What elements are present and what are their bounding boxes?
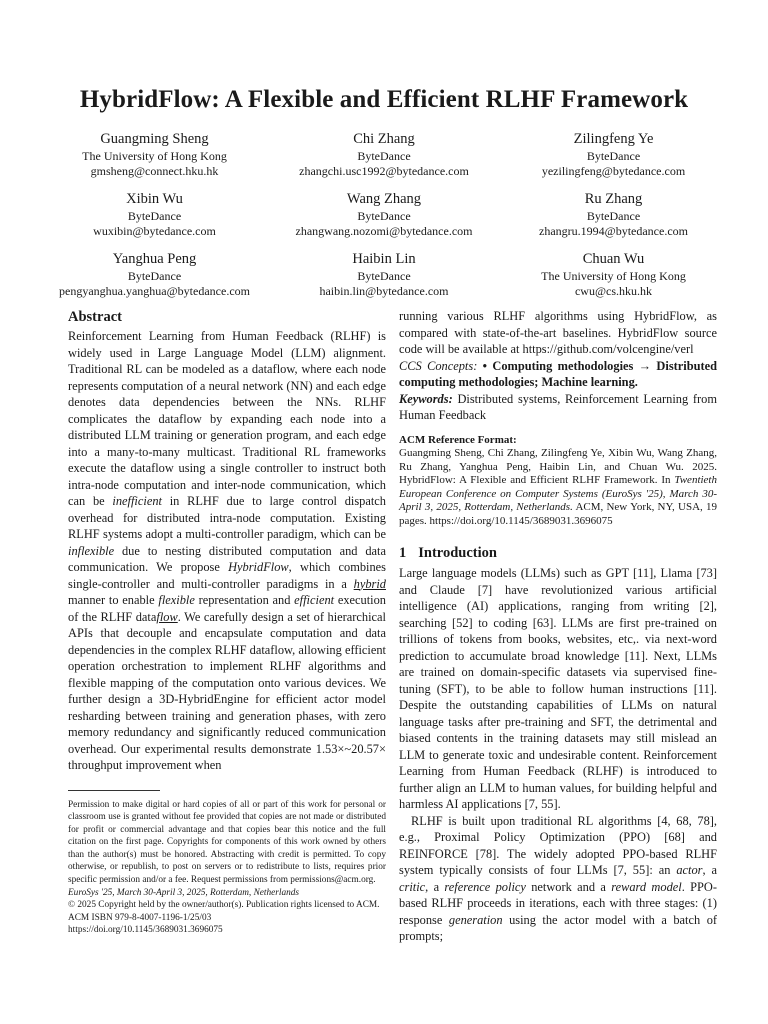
left-column [68, 308, 386, 937]
abstract-text: Reinforcement Learning from Human Feedback (RLHF) is widely used in Large Language Model (LLM) alignment. Traditional RL can be modeled as a dataflow, where each node represents computation of a neural network (NN) and each edge denotes data dependencies between the NNs. RLHF complicates the dataflow by expanding each node into a distributed LLM training or generation program, and each edge into a many-to-many multicast. Traditional RL frameworks execute the dataflow using a single controller to instruct both intra-node computation and inter-node communication, which can be inefficient in RLHF due to large control dispatch overhead for distributed intra-node computation. Existing RLHF systems adopt a multi-controller paradigm, which can be inflexible due to nesting distributed computation and data communication. We propose HybridFlow, which combines single-controller and multi-controller paradigms in a hybrid manner to enable flexible representation and efficient execution of the RLHF dataflow. We carefully design a set of hierarchical APIs that decouple and encapsulate computation and data dependencies in the complex RLHF dataflow, allowing efficient operation orchestration to implement RLHF algorithms and flexible mapping of the computation onto various devices. We further design a 3D-HybridEngine for efficient actor model resharding between training and generation phases, with zero memory redundancy and significantly reduced communication overhead. Our experimental results demonstrate 1.53×~20.57× throughput improvement when [68, 329, 387, 772]
author-email[interactable]: zhangru.1994@bytedance.com [539, 224, 688, 238]
author [270, 130, 499, 190]
paper-title: HybridFlow: A Flexible and Efficient RLHF Framework [79, 86, 689, 113]
author-email[interactable]: gmsheng@connect.hku.hk [90, 164, 219, 178]
author-name: Ru Zhang [584, 191, 643, 207]
intro-paragraph: Large language models (LLMs) such as GPT [11], Llama [73] and Claude [7] have revolutionized various artificial intelligence (AI) applications, ranging from writing [2], searching [52] to coding [63]. LLMs are first pre-trained on trillions of tokens from books, websites, etc,. via next-word prediction to accumulate broad knowledge [11]. Next, LLMs are trained on domain-specific datasets via supervised fine-tuning (SFT), to be able to follow human instructions [11]. Despite the outstanding capabilities of LLMs on natural language tasks after pre-training and SFT, the detrimental and biased contents in the training datasets may still mislead an LLM to generate toxic and undesirable content. Reinforcement Learning from Human Feedback (RLHF) is introduced to further align an LLM to human values, for building helpful and harmless AI applications [7, 55]. [399, 566, 717, 812]
author-name: Haibin Lin [352, 251, 416, 267]
introduction-heading: 1 Introduction [399, 544, 497, 561]
author [40, 250, 269, 310]
author-affiliation: ByteDance [357, 149, 411, 163]
author [40, 130, 269, 190]
permission-block [68, 799, 386, 938]
author-email[interactable]: haibin.lin@bytedance.com [319, 284, 449, 298]
permission-doi[interactable]: https://doi.org/10.1145/3689031.3696075 [68, 925, 223, 936]
intro-paragraph: RLHF is built upon traditional RL algorithms [4, 68, 78], e.g., Proximal Policy Optimization (PPO) [68] and REINFORCE [78]. The widely adopted PPO-based RLHF system typically consists of four LLMs [7, 55]: an actor, a critic, a reference policy network and a reward model. PPO-based RLHF proceeds in iterations, each with three stages: (1) response generation using the actor model with a batch of prompts; [399, 813, 718, 944]
permission-text: Permission to make digital or hard copies of all or part of this work for personal or classroom use is granted without fee provided that copies are not made or distributed for profit or commercial advantage and that copies bear this notice and the full citation on the first page. Copyrights for components of this work owned by others than the author(s) must be honored. Abstracting with credit is permitted. To copy otherwise, or republish, to post on servers or to redistribute to lists, requires prior specific permission and/or a fee. Request permissions from permissions@acm.org. [68, 799, 386, 886]
acm-reference-heading: ACM Reference Format: [399, 433, 517, 446]
right-column [399, 308, 717, 945]
author-affiliation: ByteDance [357, 269, 411, 283]
abstract-heading: Abstract [68, 309, 122, 325]
author [270, 250, 499, 310]
permission-copyright: © 2025 Copyright held by the owner/author(s). Publication rights licensed to ACM. [68, 900, 380, 911]
author-name: Chuan Wu [582, 251, 645, 267]
author-email[interactable]: zhangchi.usc1992@bytedance.com [299, 164, 469, 178]
author-affiliation: ByteDance [586, 209, 641, 223]
author-email[interactable]: zhangwang.nozomi@bytedance.com [295, 224, 473, 238]
acm-reference [399, 434, 717, 529]
author-affiliation: ByteDance [586, 149, 641, 163]
author-block [40, 130, 728, 310]
author-name: Zilingfeng Ye [573, 131, 654, 147]
author-name: Wang Zhang [346, 191, 422, 207]
author-affiliation: ByteDance [127, 209, 182, 223]
author [270, 190, 499, 250]
permission-venue: EuroSys '25, March 30-April 3, 2025, Rotterdam, Netherlands [68, 887, 300, 898]
author-email[interactable]: cwu@cs.hku.hk [574, 284, 653, 298]
author-affiliation: ByteDance [127, 269, 182, 283]
author-email[interactable]: yezilingfeng@bytedance.com [541, 164, 686, 178]
author-email[interactable]: pengyanghua.yanghua@bytedance.com [59, 284, 250, 298]
author-affiliation: ByteDance [357, 209, 411, 223]
ccs-concepts: CCS Concepts: • Computing methodologies → Distributed computing methodologies; Machine learning. [399, 358, 718, 389]
author-name: Guangming Sheng [100, 131, 209, 147]
author-name: Xibin Wu [126, 191, 183, 207]
author-affiliation: The University of Hong Kong [541, 269, 686, 283]
author-email[interactable]: wuxibin@bytedance.com [93, 224, 216, 238]
acm-reference-text: Guangming Sheng, Chi Zhang, Zilingfeng Ye, Xibin Wu, Wang Zhang, Ru Zhang, Yanghua Peng, Haibin Lin, and Chuan Wu. 2025. HybridFlow: A Flexible and Efficient RLHF Framework. In Twentieth European Conference on Computer Systems (EuroSys '25), March 30-April 3, 2025, Rotterdam, Netherlands. ACM, New York, NY, USA, 19 pages. https://doi.org/10.1145/3689031.3696075 [399, 447, 717, 528]
keywords: Keywords: Distributed systems, Reinforcement Learning from Human Feedback [399, 391, 717, 422]
abstract-continuation: running various RLHF algorithms using HybridFlow, as compared with state-of-the-art baselines. HybridFlow source code will be available at https://github.com/volcengine/verl [399, 309, 717, 356]
author [499, 130, 728, 190]
author [40, 190, 269, 250]
author [499, 190, 728, 250]
author-name: Chi Zhang [353, 131, 415, 147]
author [499, 250, 728, 310]
permission-isbn: ACM ISBN 979-8-4007-1196-1/25/03 [68, 912, 212, 923]
author-affiliation: The University of Hong Kong [82, 149, 227, 163]
author-name: Yanghua Peng [112, 251, 197, 267]
footnote-divider [68, 790, 160, 791]
